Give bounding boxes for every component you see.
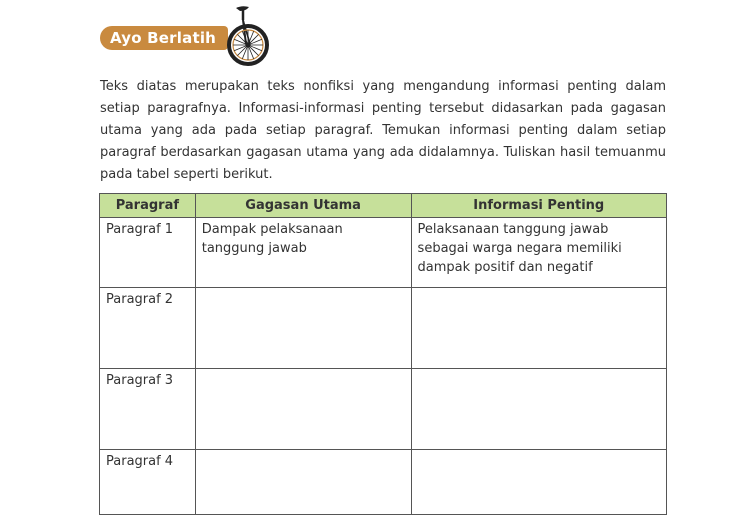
cell-paragraf: Paragraf 3: [100, 369, 196, 450]
table-row: [100, 288, 667, 369]
cell-gagasan-utama: [195, 288, 411, 369]
table-row: [100, 450, 667, 515]
cell-informasi-penting: [411, 288, 666, 369]
table-row: [100, 218, 667, 288]
cell-gagasan-utama: [195, 369, 411, 450]
unicycle-icon: [222, 4, 274, 68]
section-badge-label: Ayo Berlatih: [110, 29, 217, 47]
findings-table: [99, 193, 667, 515]
cell-informasi-penting: [411, 369, 666, 450]
header-gagasan-utama: Gagasan Utama: [195, 194, 411, 218]
cell-paragraf: Paragraf 4: [100, 450, 196, 515]
section-badge: [100, 26, 228, 50]
instruction-paragraph: Teks diatas merupakan teks nonfiksi yang mengandung informasi penting dalam setiap paragrafnya. Informasi-informasi penting tersebut didasarkan pada gagasan utama yang ada pada setiap paragraf. Temukan informasi penting dalam setiap paragraf berdasarkan gagasan utama yang ada didalamnya. Tuliskan hasil temuanmu pada tabel seperti berikut.: [100, 79, 666, 182]
cell-gagasan-utama: [195, 450, 411, 515]
cell-informasi-penting: [411, 450, 666, 515]
table-header-row: [100, 194, 667, 218]
table-row: [100, 369, 667, 450]
cell-paragraf: Paragraf 1: [100, 218, 196, 288]
cell-paragraf: Paragraf 2: [100, 288, 196, 369]
cell-gagasan-utama: Dampak pelaksanaan tanggung jawab: [195, 218, 411, 288]
cell-informasi-penting: Pelaksanaan tanggung jawab sebagai warga negara memiliki dampak positif dan negatif: [411, 218, 666, 288]
header-informasi-penting: Informasi Penting: [411, 194, 666, 218]
header-paragraf: Paragraf: [100, 194, 196, 218]
